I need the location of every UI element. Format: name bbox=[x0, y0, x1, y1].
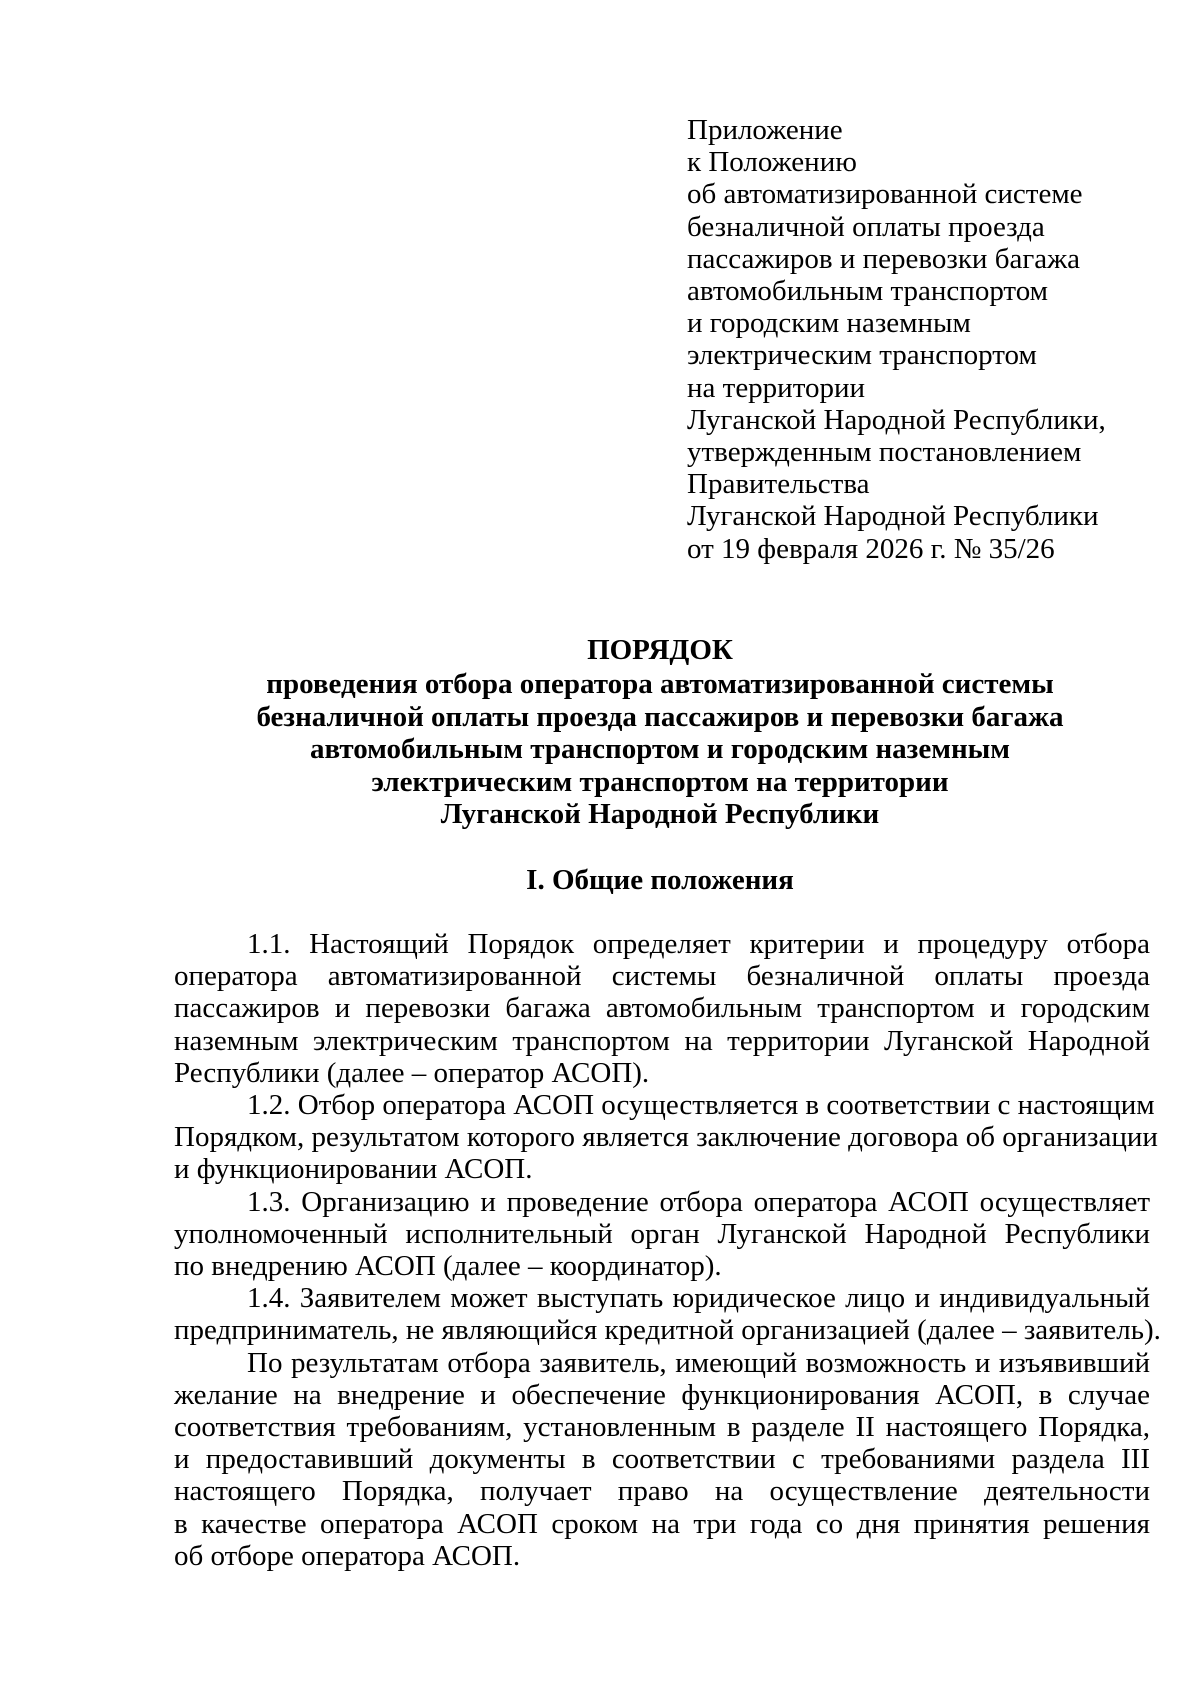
document-body bbox=[174, 928, 1161, 1572]
appendix-line: автомобильным транспортом bbox=[687, 275, 1049, 308]
document-subtitle-line: проведения отбора оператора автоматизированной системы bbox=[266, 668, 1054, 700]
paragraph-1-3 bbox=[174, 1186, 1150, 1283]
paragraph-line: Порядком, результатом которого является заключение договора об организации bbox=[174, 1121, 1158, 1154]
document-subtitle-line: электрическим транспортом на территории bbox=[371, 765, 949, 798]
paragraph-line: наземным электрическим транспортом на территории Луганской Народной bbox=[174, 1024, 1150, 1057]
paragraph-line: желание на внедрение и обеспечение функционирования АСОП, в случае bbox=[174, 1378, 1150, 1411]
paragraph-1-1 bbox=[174, 928, 1150, 1089]
paragraph-line: соответствия требованиям, установленным в разделе II настоящего Порядка, bbox=[174, 1411, 1150, 1444]
appendix-date-line: от 19 февраля 2026 г. № 35/26 bbox=[687, 532, 1055, 565]
paragraph-line: Республики (далее – оператор АСОП). bbox=[174, 1056, 650, 1089]
document-title bbox=[160, 634, 1160, 667]
appendix-line: Луганской Народной Республики, bbox=[687, 403, 1106, 436]
document-subtitle-line: безналичной оплаты проезда пассажиров и перевозки багажа bbox=[256, 700, 1064, 733]
document-title-heading: ПОРЯДОК bbox=[587, 634, 733, 666]
document-subtitle bbox=[160, 668, 1160, 831]
paragraph-line: и функционировании АСОП. bbox=[174, 1153, 533, 1186]
appendix-line: и городским наземным bbox=[687, 307, 971, 340]
paragraph-line: пассажиров и перевозки багажа автомобильным транспортом и городским bbox=[174, 992, 1150, 1025]
paragraph-line: в качестве оператора АСОП сроком на три года со дня принятия решения bbox=[174, 1507, 1150, 1540]
document-subtitle-line: автомобильным транспортом и городским наземным bbox=[309, 733, 1011, 765]
appendix-line: Луганской Народной Республики bbox=[687, 500, 1099, 533]
paragraph-line: 1.3. Организацию и проведение отбора оператора АСОП осуществляет bbox=[247, 1185, 1150, 1218]
paragraph-1-2 bbox=[174, 1089, 1158, 1186]
appendix-block bbox=[687, 114, 1167, 565]
appendix-line: об автоматизированной системе bbox=[687, 178, 1083, 211]
paragraph-line: предприниматель, не являющийся кредитной организацией (далее – заявитель). bbox=[174, 1314, 1161, 1347]
paragraph-line: 1.4. Заявителем может выступать юридическое лицо и индивидуальный bbox=[247, 1282, 1150, 1315]
appendix-line: на территории bbox=[687, 371, 866, 404]
appendix-line: безналичной оплаты проезда bbox=[687, 210, 1045, 243]
paragraph-line: настоящего Порядка, получает право на осуществление деятельности bbox=[174, 1475, 1150, 1508]
paragraph-line: об отборе оператора АСОП. bbox=[174, 1539, 521, 1572]
paragraph-line: оператора автоматизированной системы безналичной оплаты проезда bbox=[174, 960, 1150, 993]
paragraph-selection-result bbox=[174, 1347, 1150, 1572]
paragraph-line: 1.1. Настоящий Порядок определяет критерии и процедуру отбора bbox=[247, 928, 1150, 960]
paragraph-line: 1.2. Отбор оператора АСОП осуществляется в соответствии с настоящим bbox=[247, 1089, 1155, 1122]
paragraph-line: по внедрению АСОП (далее – координатор). bbox=[174, 1250, 722, 1283]
appendix-line: утвержденным постановлением bbox=[687, 436, 1082, 469]
paragraph-line: и предоставивший документы в соответствии с требованиями раздела III bbox=[174, 1443, 1150, 1476]
appendix-line: пассажиров и перевозки багажа bbox=[687, 242, 1081, 275]
paragraph-1-4 bbox=[174, 1282, 1161, 1347]
appendix-line: к Положению bbox=[687, 146, 857, 179]
document-subtitle-line: Луганской Народной Республики bbox=[440, 798, 880, 830]
paragraph-line: уполномоченный исполнительный орган Луганской Народной Республики bbox=[174, 1217, 1150, 1250]
appendix-line: электрическим транспортом bbox=[687, 339, 1037, 372]
section-heading: I. Общие положения bbox=[526, 864, 794, 896]
appendix-line: Правительства bbox=[687, 468, 870, 501]
paragraph-line: По результатам отбора заявитель, имеющий возможность и изъявивший bbox=[247, 1346, 1150, 1379]
appendix-line: Приложение bbox=[687, 114, 843, 146]
